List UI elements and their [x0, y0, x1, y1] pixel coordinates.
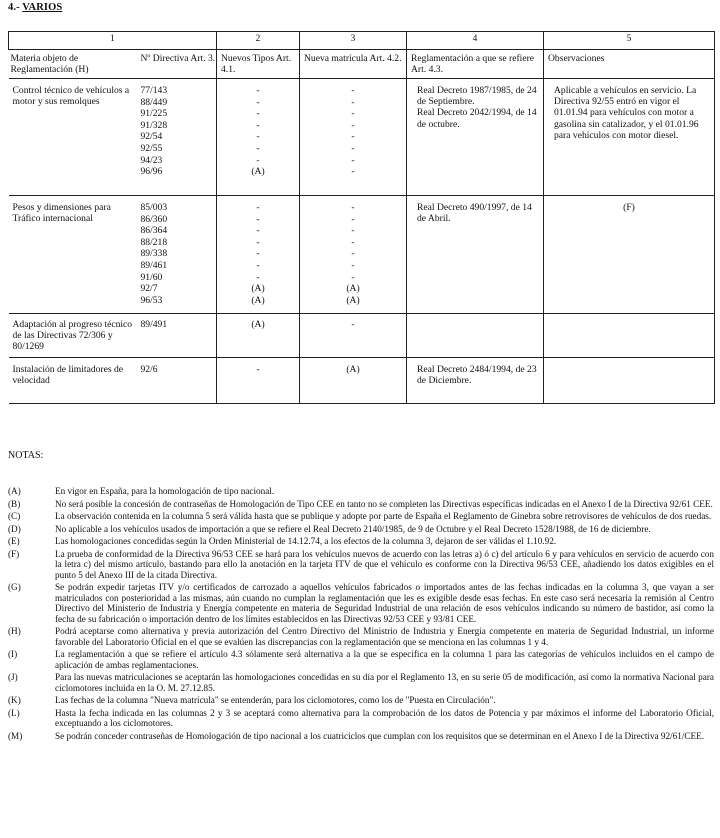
nueva-matricula-cell: - [351, 213, 355, 225]
note-text: La reglamentación a que se refiere el artículo 4.3 sólamente será alternativa a la que se especifica en la columna 1 para las categorías de vehículos incluidos en el campo de aplicación de ambas reglamentaciones. [55, 649, 714, 670]
note-text: Se podrán expedir tarjetas ITV y/o certificados de carrozado a aquellos vehículos fabricados o importados antes de las fechas indicadas en la columna 3, que vayan a ser matriculados con posterioridad a las mismas, aún cuando no cumplan la reglamentación que les es exigible desde esas fechas. En este caso será necesaria la remisión al Centro Directivo del Ministerio de Industria y Energía competente en materia de Seguridad Industrial de una relación de esos vehículos indicando su número de bastidor, así como la fecha de su fabricación o importación dentro de los límites establecidos en las Directivas 92/53 CEE y 93/81 CEE. [55, 582, 714, 624]
nueva-matricula-list [300, 202, 406, 306]
header-reglamentacion: Reglamentación a que se refiere Art. 4.3. [407, 50, 544, 79]
directiva-cell: 85/003 [140, 202, 168, 213]
notes-title: NOTAS: [8, 450, 44, 461]
section-number: 4.- [8, 2, 20, 13]
nueva-matricula-cell: - [351, 131, 355, 143]
nueva-matricula-cell: - [351, 154, 355, 166]
nuevos-tipos-cell: - [256, 202, 260, 213]
column-number: 3 [300, 32, 407, 50]
nueva-matricula-cell: - [351, 108, 355, 120]
column-number: 2 [217, 32, 300, 50]
column-number: 1 [9, 32, 217, 50]
notes-list [8, 486, 714, 743]
note-key: (I) [8, 649, 18, 659]
header-directiva: Nº Directiva Art. 3. [137, 50, 217, 79]
nueva-matricula-cell: (A) [346, 294, 360, 306]
directiva-cell: 92/54 [140, 131, 163, 143]
note-key: (C) [8, 511, 21, 521]
note-key: (B) [8, 498, 21, 509]
header-observaciones: Observaciones [544, 50, 715, 79]
directiva-list [141, 85, 217, 178]
nuevos-tipos-cell: - [256, 85, 260, 96]
note-key: (A) [8, 486, 21, 496]
directiva-cell: 91/60 [140, 271, 163, 283]
note-text: Las fechas de la columna "Nueva matrícula" se entenderán, para los ciclomotores, como los de "Puesta en Circulación". [55, 695, 496, 705]
nuevos-tipos-cell: - [256, 154, 260, 166]
note-key: (G) [8, 582, 21, 592]
directiva-cell: 88/218 [140, 236, 168, 248]
section-name: VARIOS [22, 2, 63, 13]
reglamentacion-cell [407, 314, 544, 358]
nuevos-tipos-cell: (A) [251, 283, 265, 295]
note-text: No será posible la concesión de contraseñas de Homologación de Tipo CEE en tanto no se completen las Directivas específicas indicadas en el Anexo I de la Directiva 92/61 CEE. [55, 498, 713, 509]
nueva-matricula-cell: - [351, 271, 355, 283]
note-item [8, 536, 714, 547]
nuevos-tipos-cell: - [256, 108, 260, 120]
directiva-cell: 86/360 [140, 213, 168, 225]
note-text: Para las nuevas matriculaciones se aceptarán las homologaciones concedidas en su día por el Reglamento 13, en su serie 05 de modificación, así como la normativa Nacional para ciclomotores incluida en la O. M. 27.12.85. [55, 672, 714, 693]
nueva-matricula-cell: - [351, 236, 355, 248]
directiva-cell: 92/7 [140, 283, 158, 295]
note-item [8, 486, 714, 497]
note-text: La prueba de conformidad de la Directiva 96/53 CEE se hará para los vehículos nuevos de acuerdo con las letras a) ó c) del artículo 6 y para vehículos en servicio de acuerdo con la letra c) del mismo artículo, bastando para ello la anotación en la tarjeta ITV de que el vehículo es conforme con la Directiva 96/53 CEE, añadiendo los datos exigibles en el punto 5 del Anexo III de la citada Directiva. [55, 548, 714, 580]
nueva-matricula-cell: - [351, 142, 355, 154]
table-row [9, 196, 715, 314]
nueva-matricula-list [300, 85, 406, 178]
directiva-cell: 92/6 [137, 358, 217, 404]
directiva-cell: 77/143 [140, 85, 168, 96]
nuevos-tipos-cell: - [256, 213, 260, 225]
section-title [8, 2, 62, 13]
note-text: La observación contenida en la columna 5 será válida hasta que se publique y adopte por parte de España el Reglamento de Ginebra sobre retrovisores de vehículos de dos ruedas. [55, 511, 712, 521]
directiva-cell: 86/364 [140, 225, 168, 237]
nueva-matricula-cell: - [351, 202, 355, 213]
directiva-cell: 89/461 [140, 259, 168, 271]
directiva-cell: 89/491 [137, 314, 217, 358]
header-materia: Materia objeto de Reglamentación (H) [9, 50, 137, 79]
note-item [8, 731, 714, 742]
directiva-list [141, 202, 217, 306]
nuevos-tipos-list [217, 202, 299, 306]
note-key: (F) [8, 548, 20, 559]
nuevos-tipos-list [217, 85, 299, 178]
nuevos-tipos-cell: (A) [217, 314, 300, 358]
directiva-cell: 91/225 [140, 108, 168, 120]
directiva-cell: 92/55 [140, 142, 163, 154]
row-materia: Pesos y dimensiones para Tráfico internacional [9, 196, 137, 314]
note-item [8, 549, 714, 581]
table-row [9, 79, 715, 196]
directiva-cell: 94/23 [140, 154, 163, 166]
directiva-cell: 96/53 [140, 294, 163, 306]
nuevos-tipos-cell: - [256, 225, 260, 237]
note-text: Hasta la fecha indicada en las columnas 2 y 3 se aceptará como alternativa para la comprobación de los datos de Potencia y par máximos el informe del Laboratorio Oficial, exceptuando a los ciclomotores. [55, 707, 714, 728]
table-row [9, 314, 715, 358]
note-item [8, 695, 714, 706]
note-key: (J) [8, 672, 18, 682]
reglamentacion-cell: Real Decreto 2484/1994, de 23 de Diciembre. [407, 358, 544, 404]
note-item [8, 626, 714, 647]
directiva-cell: 96/96 [140, 166, 163, 178]
nuevos-tipos-cell: - [217, 358, 300, 404]
directiva-cell: 89/338 [140, 248, 168, 260]
nueva-matricula-cell: - [351, 85, 355, 96]
row-materia: Adaptación al progreso técnico de las Directivas 72/306 y 80/1269 [9, 314, 137, 358]
nueva-matricula-cell: - [351, 248, 355, 260]
note-key: (H) [8, 626, 21, 636]
nuevos-tipos-cell: (A) [251, 294, 265, 306]
note-key: (E) [8, 536, 20, 546]
nuevos-tipos-cell: - [256, 119, 260, 131]
note-item [8, 649, 714, 670]
reglamentacion-cell: Real Decreto 2042/1994, de 14 de octubre. [417, 107, 537, 130]
note-key: (D) [8, 523, 21, 534]
note-key: (K) [8, 695, 21, 705]
nueva-matricula-cell: - [351, 166, 355, 178]
nueva-matricula-cell: - [351, 225, 355, 237]
note-item [8, 511, 714, 522]
nueva-matricula-cell: - [351, 259, 355, 271]
reglamentacion-cell: Real Decreto 1987/1985, de 24 de Septiembre. [417, 85, 537, 108]
nuevos-tipos-cell: - [256, 142, 260, 154]
observaciones-cell: (F) [544, 196, 715, 314]
note-item [8, 672, 714, 693]
note-text: Se podrán conceder contraseñas de Homologación de tipo nacional a los cuatriciclos que cumplan con los requisitos que se determinan en el Anexo I de la Directiva 92/61/CEE. [55, 730, 705, 741]
note-item [8, 708, 714, 729]
note-text: Las homologaciones concedidas según la Orden Ministerial de 14.12.74, a los efectos de la columna 3, dejaron de ser válidas el 1.10.92. [55, 536, 557, 546]
row-materia: Control técnico de vehículos a motor y sus remolques [9, 79, 137, 196]
nuevos-tipos-cell: - [256, 259, 260, 271]
nueva-matricula-cell: - [351, 119, 355, 131]
nuevos-tipos-cell: - [256, 96, 260, 108]
note-item [8, 499, 714, 510]
nuevos-tipos-cell: - [256, 236, 260, 248]
nueva-matricula-cell: (A) [346, 283, 360, 295]
note-key: (M) [8, 730, 23, 741]
directiva-cell: 91/328 [140, 119, 168, 131]
nuevos-tipos-cell: - [256, 131, 260, 143]
row-materia: Instalación de limitadores de velocidad [9, 358, 137, 404]
column-number: 5 [544, 32, 715, 50]
note-text: En vigor en España, para la homologación de tipo nacional. [55, 486, 275, 496]
note-key: (L) [8, 707, 20, 718]
note-item [8, 582, 714, 624]
observaciones-cell: Aplicable a vehículos en servicio. La Directiva 92/55 entró en vigor el 01.01.94 para vehículos con motor a gasolina sin catalizador, y el 01.01.96 para vehículos con motor diesel. [544, 79, 715, 196]
nuevos-tipos-cell: - [256, 271, 260, 283]
column-number-row [9, 32, 715, 50]
header-nueva-matricula: Nueva matrícula Art. 4.2. [300, 50, 407, 79]
regulation-table [8, 31, 715, 404]
nueva-matricula-cell: (A) [300, 358, 407, 404]
header-row [9, 50, 715, 79]
nueva-matricula-cell: - [300, 314, 407, 358]
observaciones-cell [544, 314, 715, 358]
directiva-cell: 88/449 [140, 96, 168, 108]
note-text: No aplicable a los vehículos usados de importación a que se refiere el Real Decreto 2140/1985, de 9 de Octubre y el Real Decreto 1528/1988, de 16 de diciembre. [55, 523, 651, 534]
reglamentacion-cell: Real Decreto 490/1997, de 14 de Abril. [417, 202, 532, 225]
header-nuevos-tipos: Nuevos Tipos Art. 4.1. [217, 50, 300, 79]
note-text: Podrá aceptarse como alternativa y previa autorización del Centro Directivo del Ministrio de Industria y Energía competente en materia de Seguridad Industrial, un informe favorable del Laboratorio Oficial en el que se evalúen las discrepancias con la reglamentación que se menciona en las columnas 1 y 4. [55, 626, 714, 647]
nuevos-tipos-cell: - [256, 248, 260, 260]
nueva-matricula-cell: - [351, 96, 355, 108]
table-row [9, 358, 715, 404]
column-number: 4 [407, 32, 544, 50]
note-item [8, 524, 714, 535]
observaciones-cell [544, 358, 715, 404]
nuevos-tipos-cell: (A) [251, 166, 265, 178]
